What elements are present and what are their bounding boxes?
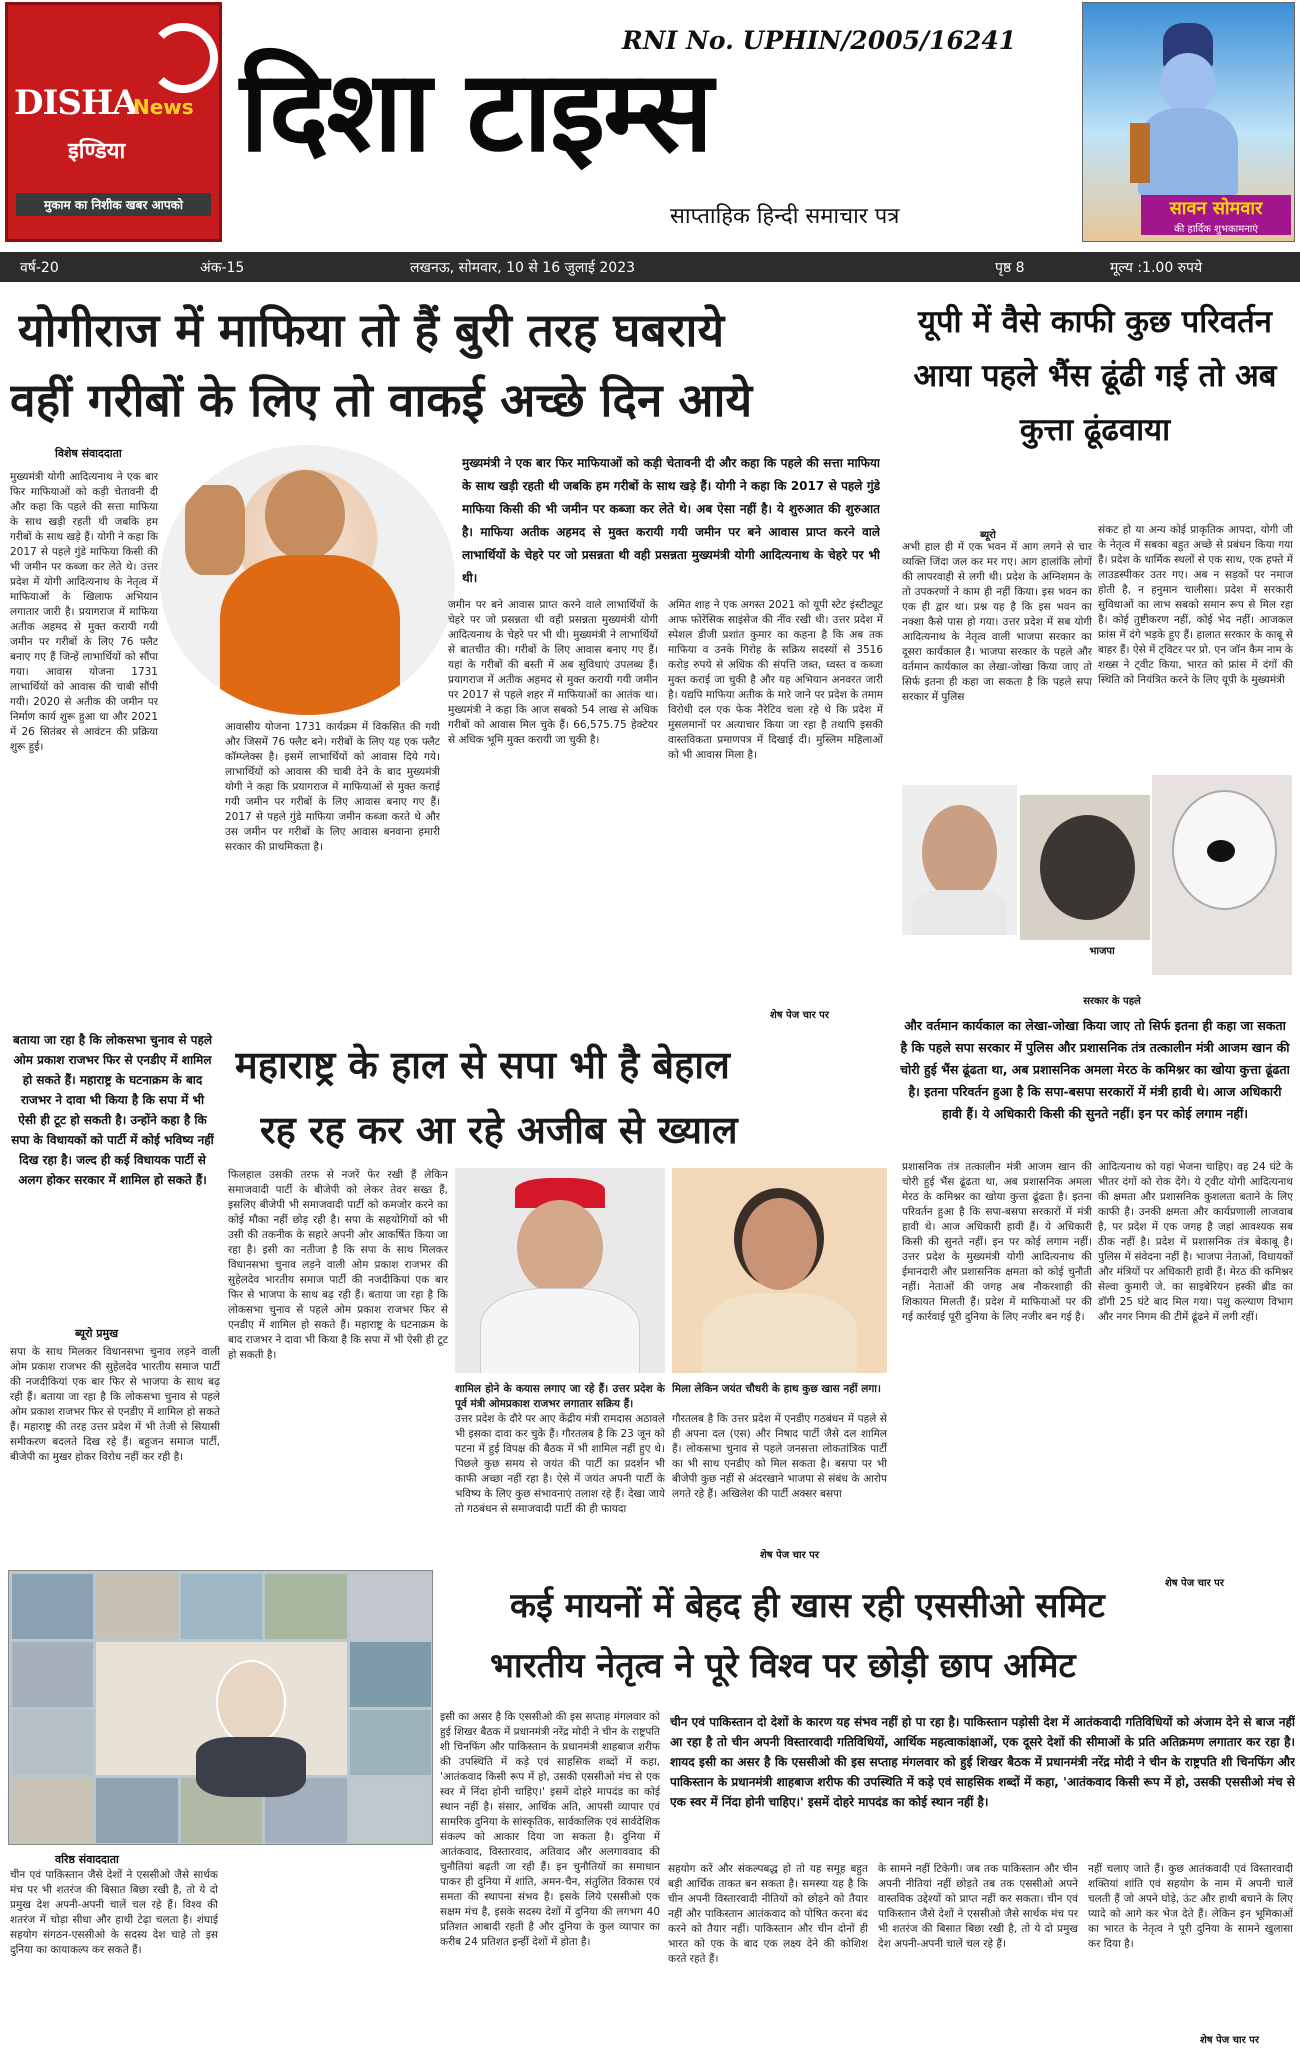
photo-caption-left: सरकार के पहले: [1083, 996, 1141, 1007]
place-date: लखनऊ, सोमवार, 10 से 16 जुलाई 2023: [410, 260, 636, 276]
lead-headline-2: वहीं गरीबों के लिए तो वाकई अच्छे दिन आये: [10, 373, 753, 427]
bottom-intro: चीन एवं पाकिस्तान दो देशों के कारण यह संभव नहीं हो पा रहा है। पाकिस्तान पड़ोसी देश में आतंकवादी गतिविधियों को अंजाम देने से बाज नहीं आ रहा है तो चीन अपनी विस्तारवादी गतिविधियों, आर्थिक महत्वाकांक्षाओं, एक दूसरे देशों की सीमाओं के प्रति अतिक्रमण लगातार कर रहा है। शायद इसी का असर है कि एससीओ की इस सप्ताह मंगलवार को हुई शिखर बैठक में प्रधानमंत्री नरेंद्र मोदी ने चीन के राष्ट्रपति शी चिनफिंग और पाकिस्तान के प्रधानमंत्री शाहबाज शरीफ की उपस्थिति में कड़े एवं साहसिक शब्दों में कहा, 'आतंकवाद किसी रूप में हो, उसकी एससीओ मंच से एक स्वर में निंदा होनी चाहिए।' इसमें दोहरे मापदंड का कोई स्थान नहीं है।: [670, 1715, 1295, 1809]
logo-sub: इण्डिया: [68, 139, 126, 164]
ad-title: सावन सोमवार: [1141, 195, 1291, 221]
buffalo-photo: [1020, 795, 1150, 940]
mid-column-2-caption: शामिल होने के कयास लगाए जा रहे हैं। उत्तर प्रदेश के पूर्व मंत्री ओमप्रकाश राजभर लगातार सक्रिय हैं।: [455, 1383, 665, 1410]
page-count: पृष्ठ 8: [995, 260, 1025, 276]
right-story-byline: ब्यूरो: [980, 530, 996, 541]
bottom-headline-1: कई मायनों में बेहद ही खास रही एससीओ समिट: [510, 1586, 1105, 1626]
disha-news-logo: [5, 2, 222, 242]
right-story-column-4: आदित्यनाथ को यहां भेजना चाहिए। वह 24 घंटे के भीतर दंगों को रोक देंगे। ये ट्वीट योगी आदित्यनाथ की क्षमता और प्रशासनिक कुशलता बताने के लिए काफी है। उनकी क्षमता और कार्यप्रणाली लाजवाब है, पर प्रदेश में एक जगह है जहां आवश्यक सब ठीक नहीं है। प्रदेश में प्रशासनिक तंत्र बेकाबू है। पुलिस में संवेदना नहीं है। भाजपा नेताओं, विधायकों और मंत्रियों पर अधिकारी हावी हैं। मेरठ की कमिश्नर सेल्वा कुमारी जे. का साइबेरियन हस्की ब्रीड का डॉगी 25 घंटे बाद मिल गया। पशु कल्याण विभाग और नगर निगम की टीमें ढूंढने में लगी रहीं।: [1098, 1161, 1293, 1323]
bottom-column-6: नहीं चलाए जाते हैं। कुछ आतंकवादी एवं विस्तारवादी शक्तियां शांति एवं सहयोग के नाम में अपनी चालें चलती हैं जो अपने घोड़े, ऊंट और हाथी बचाने के लिए प्यादे को आगे कर भेज देते हैं। लेकिन इन भूमिकाओं का भारत के नेतृत्व ने पूरी दुनिया के सामने खुलासा कर दिया है।: [1088, 1863, 1293, 1950]
mid-column-1: फिलहाल उसकी तरफ से नजरें फेर रखी हैं लेकिन समाजवादी पार्टी के बीजेपी को लेकर तेवर सख्त हैं, इसलिए बीजेपी भी समाजवादी पार्टी को कमजोर करने का कोई मौका नहीं छोड़ रही है। सपा के सहयोगियों को भी उसी की तकनीक के सहारे अपनी ओर आकर्षित किया जा रहा है। इसी का नतीजा है कि सपा के साथ मिलकर विधानसभा चुनाव लड़ने वाली ओम प्रकाश राजभर की सुहेलदेव भारतीय समाज पार्टी की नजदीकियां एक बार फिर से भाजपा के साथ बढ़ रही हैं। बताया जा रहा है कि लोकसभा चुनाव से पहले ओम प्रकाश राजभर फिर से एनडीए में शामिल हो सकते हैं। महाराष्ट्र के घटनाक्रम के बाद राजभर ने दावा भी किया है कि सपा में भी ऐसी ही टूट हो सकती है।: [228, 1169, 448, 1361]
deity-illustration: [1128, 23, 1248, 193]
bottom-byline: वरिष्ठ संवाददाता: [55, 1853, 119, 1866]
bottom-column-5: के सामने नहीं टिकेगी। जब तक पाकिस्तान और चीन अपनी नीतियां नहीं छोड़ते तब तक एससीओ अपने वास्तविक उद्देश्यों को प्राप्त नहीं कर सकता। चीन एवं पाकिस्तान जैसे देशों ने एससीओ जैसे सार्थक मंच पर भी शतरंज की बिसात बिछा रखी है, तो ये दो प्रमुख देश अपनी-अपनी चालें चल रहे हैं।: [878, 1863, 1078, 1950]
mid-column-3: गौरतलब है कि उत्तर प्रदेश में एनडीए गठबंधन में पहले से ही अपना दल (एस) और निषाद पार्टी जैसे दल शामिल हैं। लोकसभा चुनाव से पहले जनसत्ता लोकतांत्रिक पार्टी का भी साथ एनडीए को मिल सकता है। बसपा पर भी बीजेपी कुछ नहीं से अंदरखाने भाजपा से संबंध के आरोप लगते रहे हैं। अखिलेश की पार्टी अक्सर बसपा: [672, 1413, 887, 1500]
sco-grid: [9, 1571, 433, 1845]
dateline-bar: [0, 252, 1300, 282]
akhilesh-photo: [455, 1168, 665, 1373]
bottom-column-1: चीन एवं पाकिस्तान जैसे देशों ने एससीओ जैसे सार्थक मंच पर भी शतरंज की बिसात बिछा रखी है, तो ये दो प्रमुख देश अपनी-अपनी चालें चल रहे हैं। विश्व की शतरंज में चोड़ा सीधा और हाथी टेढ़ा चलता है। शंघाई सहयोग संगठन-एससीओ के सदस्य देश चाहे तो इस दुनिया का कायाकल्प कर सकते हैं।: [10, 1869, 218, 1956]
azam-khan-photo: [902, 785, 1017, 935]
rni-number: RNI No. UPHIN/2005/16241: [622, 26, 1017, 55]
lead-headline-1: योगीराज में माफिया तो हैं बुरी तरह घबराये: [18, 303, 725, 357]
bottom-column-2: इसी का असर है कि एससीओ की इस सप्ताह मंगलवार को हुई शिखर बैठक में प्रधानमंत्री नरेंद्र मोदी ने चीन के राष्ट्रपति शी चिनफिंग और पाकिस्तान के प्रधानमंत्री शाहबाज शरीफ की उपस्थिति में कड़े एवं साहसिक शब्दों में कहा, 'आतंकवाद किसी रूप में हो, उसकी एससीओ मंच से एक स्वर में निंदा होनी चाहिए।' इसमें दोहरे मापदंड का कोई स्थान नहीं है। संसार, आर्थिक अति, आपसी व्यापार एवं सामरिक दुनिया के सांस्कृतिक, सार्वकालिक एवं सार्वदेशिक संकल्प को आकार दिया जा सकता है। दुनिया में आतंकवाद, विस्तारवाद, अतिवाद और अलगाववाद की चुनौतियां बढ़ती जा रही हैं। इन चुनौतियों का समाधान पाकर ही दुनिया में शांति, अमन-चैन, संतुलित विकास एवं समता की स्थापना संभव है। इसके लिये एससीओ एक सक्षम मंच है, इसके सदस्य देशों में दुनिया की लगभग 40 प्रतिशत आबादी रहती है और दुनिया के कुल व्यापार का करीब 24 प्रतिशत इन्हीं देशों में होता है।: [440, 1711, 660, 1948]
mid-headline-1: महाराष्ट्र के हाल से सपा भी है बेहाल: [235, 1043, 730, 1087]
mid-headline-2: रह रह कर आ रहे अजीब से ख्याल: [260, 1108, 738, 1152]
lead-continued: शेष पेज चार पर: [770, 1010, 829, 1021]
newspaper-subtitle: साप्ताहिक हिन्दी समाचार पत्र: [670, 204, 900, 229]
right-story-pull-quote: और वर्तमान कार्यकाल का लेखा-जोखा किया जाए तो सिर्फ इतना ही कहा जा सकता है कि पहले सपा सरकार में पुलिस और प्रशासनिक तंत्र तत्कालीन मंत्री आजम खान की चोरी हुई भैंस ढूंढता था, अब प्रशासनिक अमला मेरठ के कमिश्नर का खोया कुत्ता ढूंढता है। इतना परिवर्तन हुआ है कि सपा-बसपा सरकारों में मंत्री हावी थे। आज अधिकारी हावी हैं। ये अधिकारी किसी की सुनते नहीं। इन पर कोई लगाम नहीं।: [900, 1018, 1290, 1121]
volume: वर्ष-20: [20, 260, 59, 276]
husky-dog-photo: [1152, 775, 1292, 975]
mid-column-2: उत्तर प्रदेश के दौरे पर आए केंद्रीय मंत्री रामदास अठावले भी इसका दावा कर चुके हैं। गौरतलब है कि 23 जून को पटना में हुई विपक्ष की बैठक में भी शामिल नहीं हुए थे। पिछले कुछ समय से जयंत की पार्टी का प्रदर्शन भी काफी अच्छा नहीं रहा है। ऐसे में जयंत अपनी पार्टी के भविष्य के लिए कुछ संभावनाएं तलाश रहे हैं। देखा जाये तो गठबंधन से समाजवादी पार्टी की ही फायदा: [455, 1413, 665, 1515]
bottom-headline-2: भारतीय नेतृत्व ने पूरे विश्व पर छोड़ी छाप अमिट: [490, 1646, 1076, 1686]
sco-summit-photo: [8, 1570, 433, 1845]
lead-byline: विशेष संवाददाता: [55, 447, 122, 460]
ad-subtitle: की हार्दिक शुभकामनाएं: [1141, 221, 1291, 235]
right-story-column-3: प्रशासनिक तंत्र तत्कालीन मंत्री आजम खान की चोरी हुई भैंस ढूंढता था, अब प्रशासनिक अमला मेरठ के कमिश्नर का खोया कुत्ता ढूंढता है। इतना परिवर्तन हुआ है कि सपा-बसपा सरकारों में मंत्री हावी थे। आज अधिकारी हावी हैं। ये अधिकारी किसी की सुनते नहीं। इन पर कोई लगाम नहीं। उत्तर प्रदेश के मुख्यमंत्री योगी आदित्यनाथ की ईमानदारी और प्रशासनिक क्षमता को कोई चुनौती नहीं। नेताओं की जगह अब नौकरशाही की शिकायत मिलती हैं। प्रदेश में माफियाओं पर की गई कार्रवाई पूरी दुनिया के लिए नजीर बन गई है।: [902, 1161, 1092, 1323]
lead-column-2: आवासीय योजना 1731 कार्यक्रम में विकसित की गयी और जिसमें 76 फ्लैट बने। गरीबों के लिए यह एक फ्लैट कॉम्प्लेक्स है। इसमें लाभार्थियों को आवास दिये गये। लाभार्थियों को आवास की चाबी देने के बाद मुख्यमंत्री योगी ने कहा कि प्रयागराज में माफियाओं से मुक्त कराई गयी जमीन पर गरीबों के लिए आवास बनाए गए हैं। 2017 से पहले गुंडे माफिया जमीन कब्जा करते थे और उस जमीन पर गरीबों के लिए आवास बनवाना हमारी सरकार की प्राथमिकता है।: [225, 721, 440, 853]
lead-column-1: मुख्यमंत्री योगी आदित्यनाथ ने एक बार फिर माफियाओं को कड़ी चेतावनी दी और कहा कि पहले की सत्ता माफिया के साथ खड़ी रहती थी जबकि हम गरीबों के साथ खड़े हैं। योगी ने कहा कि 2017 से पहले गुंडे माफिया किसी की भी जमीन पर कब्जा कर लेते थे। उत्तर प्रदेश में योगी आदित्यनाथ के नेतृत्व में माफियाओं के खिलाफ अभियान लगातार जारी है। प्रयागराज में माफिया अतीक अहमद से मुक्त करायी गयी जमीन पर गरीबों के लिए 76 फ्लैट बनाए गए हैं जिन्हें लाभार्थियों को सौंपा गया। आवास योजना 1731 लाभार्थियों को आवास की चाबी सौंपी गयी। 2020 से अतीक की जमीन पर निर्माण कार्य शुरू हुआ था और 2021 में 26 सितंबर से आवंटन की प्रक्रिया शुरू हुई।: [10, 471, 158, 753]
logo-word: DISHA: [14, 83, 138, 123]
price: मूल्य :1.00 रुपये: [1110, 260, 1203, 276]
logo-swirl-icon: [148, 23, 218, 93]
masthead: [0, 0, 1300, 252]
mid-column-3-caption: मिला लेकिन जयंत चौधरी के हाथ कुछ खास नहीं लगा।: [672, 1383, 881, 1395]
side-brief-body: सपा के साथ मिलकर विधानसभा चुनाव लड़ने वाली ओम प्रकाश राजभर की सुहेलदेव भारतीय समाज पार्टी की नजदीकियां एक बार फिर से भाजपा के साथ बढ़ रही हैं। बताया जा रहा है कि लोकसभा चुनाव से पहले ओम प्रकाश राजभर फिर से एनडीए में शामिल हो सकते हैं। महाराष्ट्र की तरह उत्तर प्रदेश में भी तेजी से सियासी समीकरण बदलते दिख रहे हैं। बहुजन समाज पार्टी, बीजेपी का मुखर होकर विरोध नहीं कर रही है।: [10, 1346, 220, 1463]
bottom-column-4: सहयोग करें और संकल्पबद्ध हो तो यह समूह बहुत बड़ी आर्थिक ताकत बन सकता है। समस्या यह है कि चीन अपनी विस्तारवादी नीतियों को छोड़ने को तैयार नहीं और पाकिस्तान आतंकवाद को पोषित करना बंद करने को तैयार नहीं। पाकिस्तान और चीन दोनों ही भारत को एक के बाद एक लक्ष्य देने की कोशिश करते रहते हैं।: [668, 1863, 868, 1965]
issue: अंक-15: [200, 260, 245, 276]
yogi-photo: [160, 445, 455, 715]
side-brief-intro: बताया जा रहा है कि लोकसभा चुनाव से पहले ओम प्रकाश राजभर फिर से एनडीए में शामिल हो सकते हैं। महाराष्ट्र के घटनाक्रम के बाद राजभर ने दावा भी किया है कि सपा में भी ऐसी ही टूट हो सकती है। उन्होंने कहा है कि सपा के विधायकों को पार्टी में कोई भविष्य नहीं दिख रहा है। जल्द ही कई विधायक पार्टी से अलग होकर सरकार में शामिल हो सकते हैं।: [11, 1033, 214, 1187]
newspaper-title: दिशा टाइम्स: [240, 47, 712, 177]
mid-continued: शेष पेज चार पर: [760, 1550, 819, 1561]
lead-column-3: जमीन पर बने आवास प्राप्त करने वाले लाभार्थियों के चेहरे पर जो प्रसन्नता थी वही प्रसन्नता मुख्यमंत्री योगी आदित्यनाथ के चेहरे पर भी थी। मुख्यमंत्री ने लाभार्थियों से बातचीत की। गरीबों के लिए आवास बनाए गए हैं। यहां के गरीबों की बस्ती में अब सुविधाएं उपलब्ध हैं। प्रयागराज में अतीक अहमद से मुक्त करायी गयी जमीन पर 2017 से पहले शहर में माफियाओं का आतंक था। मुख्यमंत्री ने कहा कि आज सबको 54 लाख से अधिक गरीबों को आवास मिल चुके हैं। 66,575.75 हेक्टेयर से अधिक भूमि मुक्त करायी जा चुकी है।: [448, 599, 658, 746]
sawan-somvar-ad: [1082, 2, 1295, 242]
right-story-headline: यूपी में वैसे काफी कुछ परिवर्तन आया पहले भैंस ढूंढी गई तो अब कुत्ता ढूंढवाया: [913, 304, 1277, 448]
right-story-photos: [902, 775, 1292, 1015]
right-story-column-2: संकट हो या अन्य कोई प्राकृतिक आपदा, योगी जी के नेतृत्व में सबका बहुत अच्छे से प्रबंधन किया गया है। प्रदेश के धार्मिक स्थलों से एक साथ, एक हफ्ते में लाउडस्पीकर उतर गए। अब न सड़कों पर नमाज होती है, न हनुमान चालीसा। प्रदेश में सरकारी सुविधाओं का लाभ सबको समान रूप से मिल रहा है। कोई तुष्टीकरण नहीं, कोई भेद नहीं। आजकल फ्रांस में दंगे भड़के हुए हैं। हालात सरकार के काबू से बाहर हैं। ऐसे में ट्विटर पर प्रो. एन जॉन कैम नाम के शख्स ने ट्वीट किया, भारत को फ्रांस में दंगों की स्थिति को नियंत्रित करने के लिए यूपी के मुख्यमंत्री: [1098, 524, 1293, 686]
right-story-column-1: अभी हाल ही में एक भवन में आग लगने से चार व्यक्ति जिंदा जल कर मर गए। आग हालांकि लोगों की लापरवाही से लगी थी। प्रदेश के अग्निशमन के तो उपकरणों ने काम ही नहीं किया। इस भवन का एक ही द्वार था। प्रश्न यह है कि इस भवन का नक्शा कैसे पास हो गया। उत्तर प्रदेश में सब योगी आदित्यनाथ के नेतृत्व वाली भाजपा सरकार का दूसरा कार्यकाल है। भाजपा सरकार के पहले और वर्तमान कार्यकाल का लेखा-जोखा किया जाए तो सिर्फ इतना ही कहा जा सकता है कि पहले सपा सरकार में पुलिस: [902, 541, 1092, 703]
logo-tagline: मुकाम का निशीक खबर आपको: [16, 193, 211, 216]
logo-news: News: [133, 95, 194, 119]
mayawati-photo: [672, 1168, 887, 1373]
lead-column-4: अमित शाह ने एक अगस्त 2021 को यूपी स्टेट इंस्टीट्यूट आफ फोरेंसिक साइंसेज की नींव रखी थी। उत्तर प्रदेश में स्पेशल डीजी प्रशांत कुमार का कहना है कि अब तक माफिया व उनके गिरोह के सक्रिय सदस्यों से 3516 करोड़ रुपये से अधिक की संपत्ति जब्त, ध्वस्त व कब्जा मुक्त कराई जा चुकी है और यह अभियान अनवरत जारी है। यद्यपि माफिया अतीक के मारे जाने पर प्रदेश के तमाम विरोधी दल एक फेक नैरेटिव चला रहे थे कि प्रदेश में मुसलमानों पर अत्याचार किया जा रहा है तथापि इसकी वास्तविकता प्रमाणपत्र में दिखाई दी। मुस्लिम महिलाओं को भी आवास मिला है।: [668, 599, 883, 761]
lead-intro: मुख्यमंत्री ने एक बार फिर माफियाओं को कड़ी चेतावनी दी और कहा कि पहले की सत्ता माफिया के साथ खड़ी रहती थी जबकि हम गरीबों के साथ खड़े हैं। योगी ने कहा कि 2017 से पहले गुंडे माफिया किसी की भी जमीन पर कब्जा कर लेते थे। अब ऐसा नहीं है। ये शुरुआत की शुरुआत है। माफिया अतीक अहमद से मुक्त करायी गयी जमीन पर बने आवास प्राप्त करने वाले लाभार्थियों के चेहरे पर जो प्रसन्नता थी वही प्रसन्नता मुख्यमंत्री योगी आदित्यनाथ के चेहरे पर भी थी।: [462, 456, 880, 585]
side-brief-byline: ब्यूरो प्रमुख: [75, 1327, 119, 1340]
right-story-continued: शेष पेज चार पर: [1165, 1578, 1224, 1589]
bottom-continued: शेष पेज चार पर: [1200, 2035, 1259, 2046]
photo-caption-right: भाजपा: [1089, 946, 1115, 957]
